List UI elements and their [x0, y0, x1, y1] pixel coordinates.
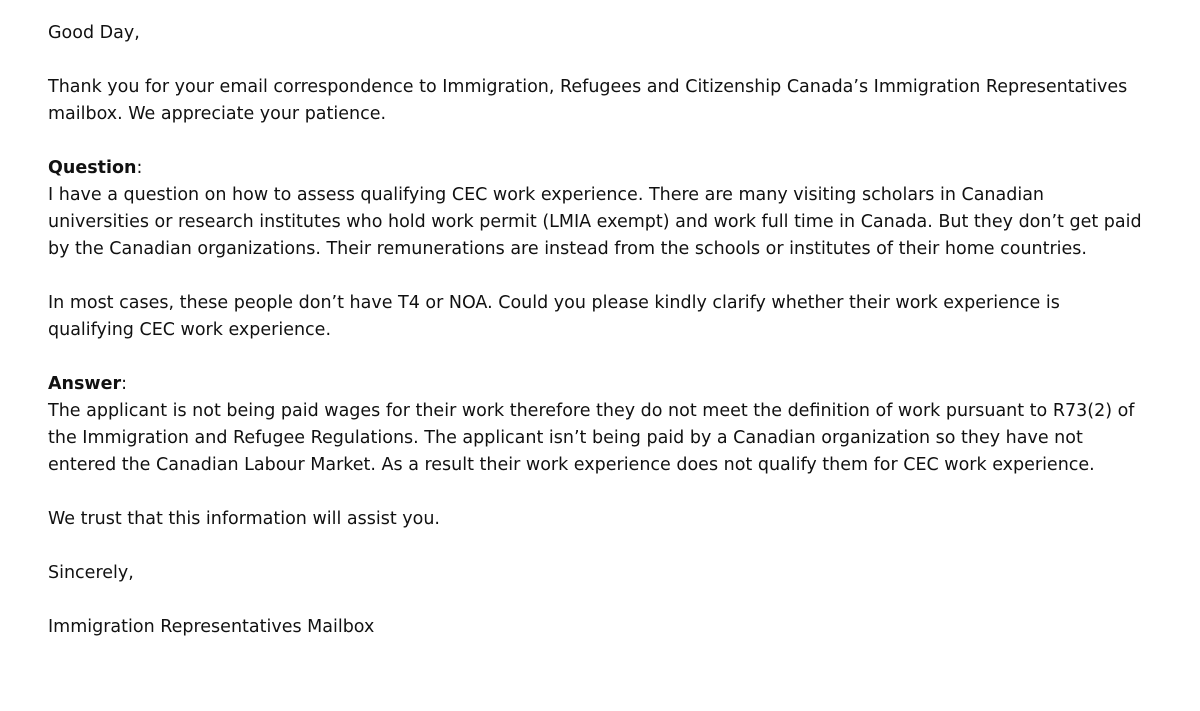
question-label: Question [48, 158, 137, 178]
greeting: Good Day, [48, 23, 140, 43]
answer-paragraph: The applicant is not being paid wages for their work therefore they do not meet the definition of work pursuant to R73(2) of the Immigration and Refugee Regulations. The applicant isn’t being paid by a Canadian organization so they have not entered the Canadian Labour Market. As a result their work experience does not qualify them for CEC work experience. [48, 401, 1135, 475]
closing-note: We trust that this information will assist you. [48, 509, 440, 529]
answer-label: Answer [48, 374, 122, 394]
answer-heading [48, 371, 1148, 398]
question-heading [48, 155, 1148, 182]
question-label-colon: : [136, 158, 143, 178]
intro-paragraph: Thank you for your email correspondence to Immigration, Refugees and Citizenship Canada’s Immigration Representatives mailbox. We appreciate your patience. [48, 77, 1128, 124]
sign-off: Sincerely, [48, 563, 134, 583]
question-paragraph-2: In most cases, these people don’t have T4 or NOA. Could you please kindly clarify whether their work experience is qualifying CEC work experience. [48, 293, 1060, 340]
signature: Immigration Representatives Mailbox [48, 617, 375, 637]
answer-label-colon: : [121, 374, 127, 394]
question-paragraph-1: I have a question on how to assess qualifying CEC work experience. There are many visiting scholars in Canadian universities or research institutes who hold work permit (LMIA exempt) and work full time in Canada. But they don’t get paid by the Canadian organizations. Their remunerations are instead from the schools or institutes of their home countries. [48, 185, 1142, 259]
email-letter [48, 20, 1148, 641]
